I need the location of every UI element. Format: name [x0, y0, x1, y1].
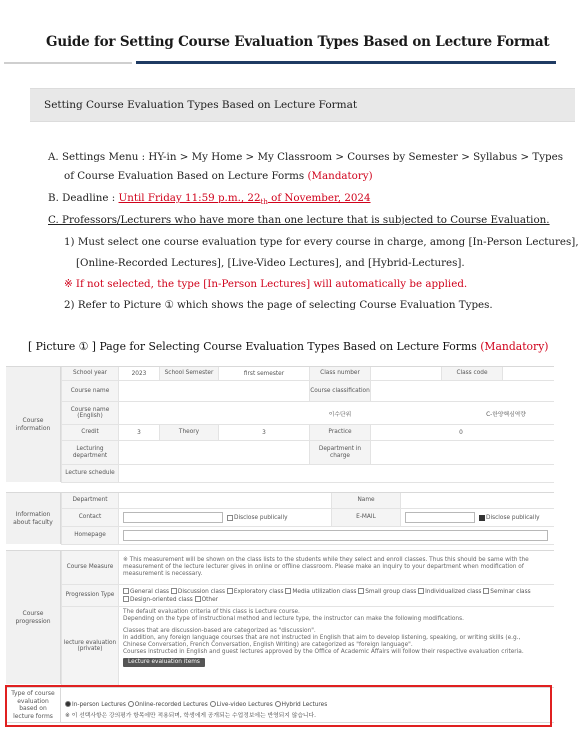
- row-course-name-en: [61, 402, 554, 425]
- deadline-label: B. Deadline :: [48, 192, 119, 204]
- row-schedule: [61, 465, 554, 483]
- instruction-b: [48, 191, 371, 209]
- type-design[interactable]: Design-oriented class: [123, 596, 195, 604]
- section-title: Setting Course Evaluation Types Based on Lecture Format: [44, 99, 358, 111]
- course-measure-label: Course Measure: [61, 551, 119, 584]
- instruction-c1-line1: 1) Must select one course evaluation type for every course in charge, among [In-Person Lectures],: [64, 236, 579, 248]
- instruction-a-line2: [64, 169, 373, 183]
- row-homepage: [61, 527, 554, 545]
- lecture-evaluation-label: lecture evaluation (private): [61, 607, 119, 685]
- lecture-schedule-label: Lecture schedule: [61, 465, 119, 482]
- row-course-measure: [61, 551, 554, 585]
- radio-hybrid[interactable]: Hybrid Lectures: [275, 702, 328, 708]
- row-credit: [61, 425, 554, 441]
- lecture-evaluation-text: The default evaluation criteria of this class is Lecture course. Depending on the type of instructional method and lecture type, the instructor can make the following modifications. Classes that are discussion-based are categorized as "discussion". In addition, any foreign language courses that are not instructed in English that aim to develop listening, speaking, or writing skills (e.g., Chinese Conversation, French Conversation, English Writing) are categorized as "foreign language". Courses instructed in English and guest lectures approved by the Office of Academic Affairs will follow their respective evaluation criteria. Lecture evaluation items: [123, 609, 524, 665]
- type-general[interactable]: General class: [123, 588, 171, 596]
- type-seminar[interactable]: Seminar class: [483, 588, 532, 596]
- lecturing-department-label: Lecturing department: [61, 441, 119, 464]
- email-disclose-checkbox[interactable]: [479, 515, 485, 521]
- progression-group: [6, 550, 554, 684]
- school-year-label: School year: [61, 367, 119, 380]
- title-divider-navy: [136, 61, 556, 64]
- highlight-frame: [5, 685, 552, 727]
- type-other[interactable]: Other: [195, 596, 218, 604]
- contact-disclose-checkbox[interactable]: [227, 515, 233, 521]
- course-info-group: [6, 366, 554, 482]
- contact-label: Contact: [61, 509, 119, 526]
- deadline-value: Until Friday 11:59 p.m., $22_{th}$ of November, 2024: [118, 192, 371, 207]
- homepage-input[interactable]: [123, 530, 548, 541]
- section-header: [30, 88, 575, 122]
- type-small-group[interactable]: Small group class: [358, 588, 418, 596]
- instruction-a-line1: A. Settings Menu : HY-in > My Home > My Classroom > Courses by Semester > Syllabus > Types: [48, 151, 564, 163]
- credit-label: Credit: [61, 425, 119, 440]
- email-label: E-MAIL: [331, 509, 401, 526]
- faculty-group: [6, 492, 554, 544]
- practice-label: Practice: [309, 425, 371, 440]
- radio-online-recorded[interactable]: Online-recorded Lectures: [128, 702, 208, 708]
- lecture-evaluation-items-button[interactable]: Lecture evaluation items: [123, 658, 205, 667]
- theory-value: 3: [262, 429, 266, 436]
- course-measure-note: ※ This measurement will be shown on the class lists to the students while they select and enroll classes. Thus this should be same with the measurement of the lecture lecturer gives in online or offline classroom. Please make an inquiry to your department when modification of measurement is necessary.: [123, 557, 529, 577]
- radio-live-video[interactable]: Live-video Lectures: [210, 702, 273, 708]
- faculty-label: Information about faculty: [6, 493, 61, 544]
- course-classification-label: Course classification: [309, 381, 371, 401]
- class-number-label: Class number: [309, 367, 371, 380]
- instruction-c1-line2: [Online-Recorded Lectures], [Live-Video Lectures], and [Hybrid-Lectures].: [76, 257, 465, 269]
- instruction-c: C. Professors/Lecturers who have more than one lecture that is subjected to Course Evaluation.: [48, 214, 550, 226]
- type-individualized[interactable]: Individualized class: [418, 588, 483, 596]
- contact-input[interactable]: [123, 512, 223, 523]
- radio-in-person[interactable]: In-person Lectures: [65, 702, 126, 708]
- progression-type-label: Progression Type: [61, 585, 119, 606]
- mandatory-label-caption: (Mandatory): [480, 340, 549, 353]
- email-input[interactable]: [405, 512, 475, 523]
- progression-type-options: [123, 585, 554, 606]
- mandatory-label: (Mandatory): [307, 170, 373, 182]
- type-discussion[interactable]: Discussion class: [171, 588, 227, 596]
- class-code-label: Class code: [441, 367, 503, 380]
- evaluation-type-note: ※ 이 선택사항은 강의평가 항목에만 적용되며, 학생에게 공개되는 수업정보에는 반영되지 않습니다.: [65, 713, 316, 719]
- semester-label: School Semester: [159, 367, 219, 380]
- school-year-value: 2023: [131, 370, 147, 377]
- credit-value: 3: [137, 429, 141, 436]
- faculty-department-label: Department: [61, 493, 119, 508]
- row-lecture-evaluation: [61, 607, 554, 685]
- homepage-label: Homepage: [61, 527, 119, 544]
- warning-text: ※ If not selected, the type [In-Person Lectures] will automatically be applied.: [64, 278, 468, 290]
- page-title: Guide for Setting Course Evaluation Types Based on Lecture Format: [46, 34, 550, 50]
- email-disclose[interactable]: Disclose publically: [479, 509, 559, 526]
- row-course-name: [61, 381, 554, 402]
- type-exploratory[interactable]: Exploratory class: [227, 588, 286, 596]
- course-name-en-label: Course name (English): [61, 402, 119, 424]
- contact-disclose[interactable]: Disclose publically: [227, 509, 327, 526]
- type-media[interactable]: Media utilization class: [285, 588, 358, 596]
- course-classification-value: 이수단위: [328, 411, 352, 418]
- faculty-name-label: Name: [331, 493, 401, 508]
- theory-label: Theory: [159, 425, 219, 440]
- row-department: [61, 441, 554, 465]
- row-school-year: [61, 367, 554, 381]
- progression-label: Course progression: [6, 551, 61, 684]
- row-contact: [61, 509, 554, 527]
- row-progression-type: [61, 585, 554, 607]
- title-divider-gray: [4, 62, 132, 64]
- instruction-a-text: of Course Evaluation Based on Lecture Forms: [64, 170, 305, 182]
- department-in-charge-label: Department in charge: [309, 441, 371, 464]
- picture-caption: [ Picture ① ] Page for Selecting Course Evaluation Types Based on Lecture Forms (Mandatory): [28, 340, 549, 353]
- course-info-label: Course information: [6, 367, 61, 482]
- class-code-value: C-한양핵심역량: [486, 411, 526, 418]
- semester-value: first semester: [243, 370, 285, 377]
- row-faculty-department: [61, 493, 554, 509]
- evaluation-type-label: Type of course evaluation based on lecture forms: [6, 688, 61, 722]
- instruction-c2: 2) Refer to Picture ① which shows the page of selecting Course Evaluation Types.: [64, 299, 493, 311]
- practice-value: 0: [459, 429, 463, 436]
- course-name-label: Course name: [61, 381, 119, 401]
